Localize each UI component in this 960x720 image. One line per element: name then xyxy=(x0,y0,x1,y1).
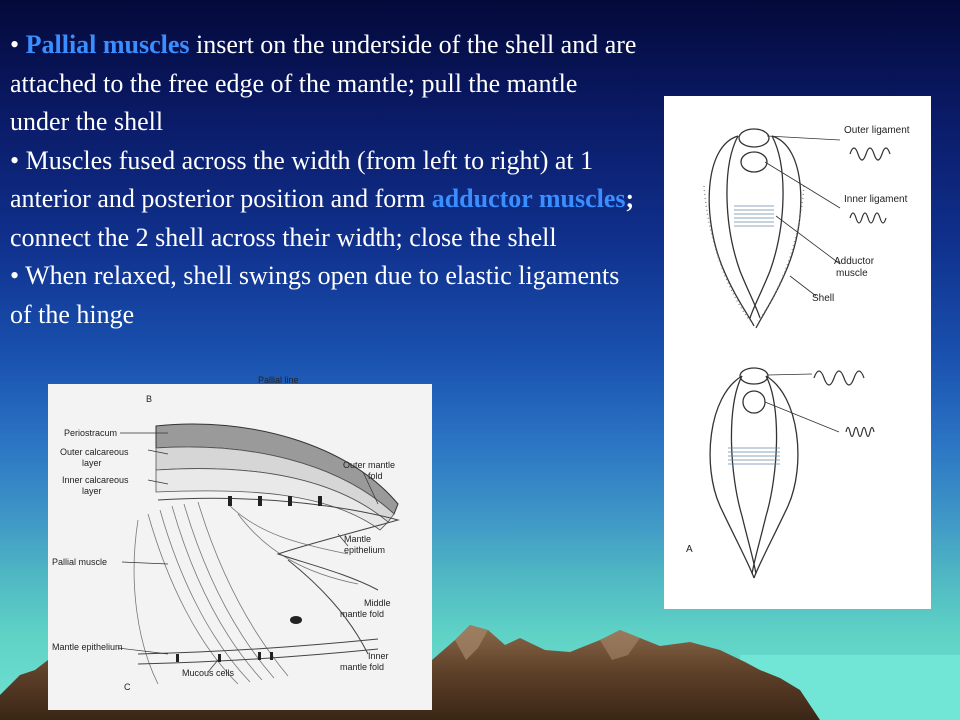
mantle-section-figure xyxy=(48,375,432,710)
spring-icon xyxy=(850,213,886,223)
label-outer-ligament: Outer ligament xyxy=(844,125,910,136)
svg-text:mantle fold: mantle fold xyxy=(340,609,385,619)
hinge-diagram-figure xyxy=(664,96,931,609)
label-mantle-epithelium-lower: Mantle epithelium xyxy=(52,642,123,652)
label-inner-calcareous: Inner calcareous xyxy=(62,475,129,485)
bullet-adductor-muscles: • Muscles fused across the width (from left to right) at 1 anterior and posterior position and form adductor muscles; connect the 2 shell across their width; close the shell xyxy=(10,145,635,252)
label-adductor: Adductor xyxy=(834,256,875,267)
label-outer-calcareous: Outer calcareous xyxy=(60,447,129,457)
svg-text:epithelium: epithelium xyxy=(344,545,386,555)
svg-text:layer: layer xyxy=(82,458,102,468)
hinge-diagram xyxy=(664,96,931,609)
spring-icon xyxy=(814,371,864,385)
label-shell: Shell xyxy=(812,293,835,304)
svg-text:layer: layer xyxy=(82,486,102,496)
spring-icon xyxy=(846,428,874,437)
spring-icon xyxy=(850,148,890,160)
svg-text:fold: fold xyxy=(368,471,383,481)
panel-letter-b: B xyxy=(146,394,153,404)
label-outer-mantle-fold: Outer mantle xyxy=(343,460,396,470)
label-inner-mantle-fold: Inner xyxy=(368,651,389,661)
term-pallial-muscles: Pallial muscles xyxy=(25,30,190,59)
closed-shell-drawing xyxy=(704,129,804,328)
label-inner-ligament: Inner ligament xyxy=(844,194,908,205)
label-periostracum: Periostracum xyxy=(64,428,118,438)
bullet-pallial-muscles: • Pallial muscles insert on the underside of the shell and are attached to the free edge of the mantle; pull the mantle under the shell xyxy=(10,30,637,136)
label-pallial-muscle: Pallial muscle xyxy=(52,557,108,567)
label-middle-mantle-fold: Middle xyxy=(364,598,391,608)
mantle-section-diagram xyxy=(48,375,432,710)
term-adductor-muscles: adductor muscles xyxy=(431,184,626,213)
label-mucous-cells: Mucous cells xyxy=(182,668,235,678)
shell-layers xyxy=(156,424,398,530)
open-shell-drawing xyxy=(710,368,798,578)
bullet-list xyxy=(10,26,640,334)
bullet-relaxed-shell: • When relaxed, shell swings open due to elastic ligaments of the hinge xyxy=(10,261,620,329)
label-pallial-line: Pallial line xyxy=(258,375,299,385)
svg-text:mantle fold: mantle fold xyxy=(340,662,385,672)
panel-letter-a: A xyxy=(686,544,693,555)
panel-letter-c: C xyxy=(124,682,131,692)
label-mantle-epithelium: Mantle xyxy=(344,534,372,544)
label-muscle: muscle xyxy=(836,268,868,279)
